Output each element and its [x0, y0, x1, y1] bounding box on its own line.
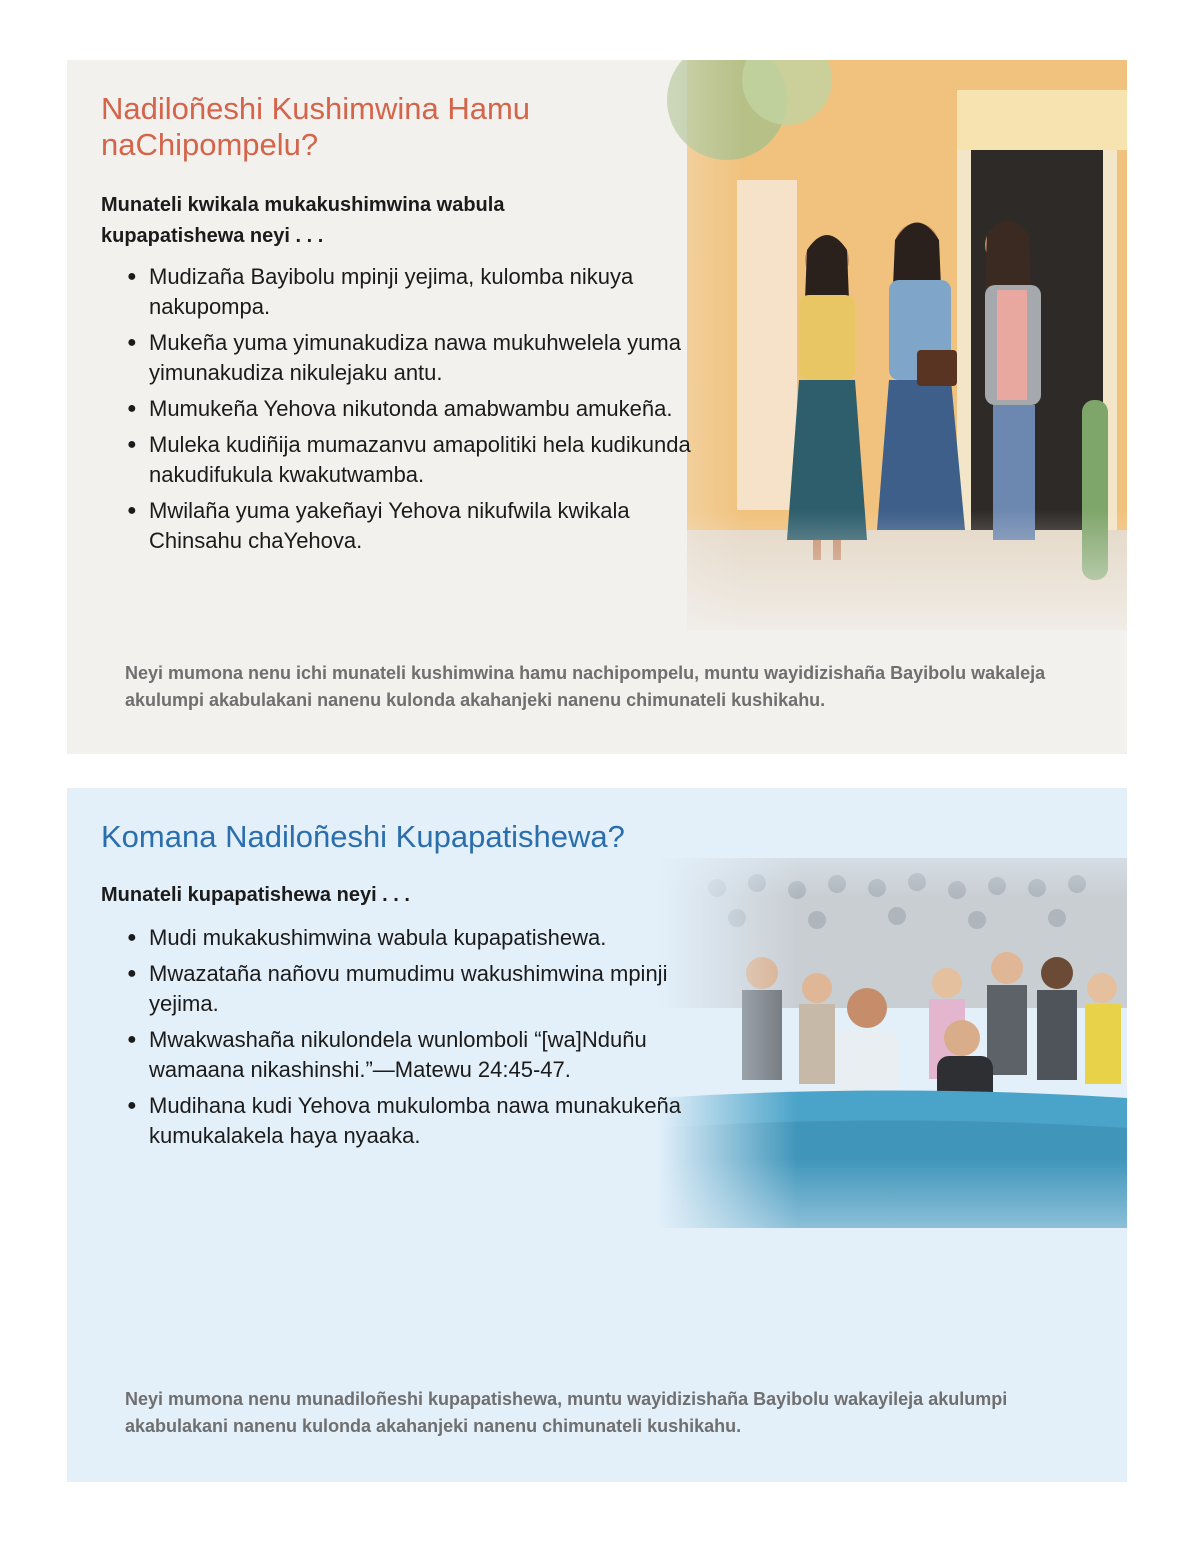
- list-item: [127, 262, 697, 322]
- list-item-text: Mwilaña yuma yakeñayi Yehova nikufwila kwikala Chinsahu chaYehova.: [149, 498, 630, 553]
- bullet-icon: ●: [127, 436, 137, 453]
- bullet-icon: ●: [127, 502, 137, 519]
- list-item-text: Mwakwashaña nikulondela wunlomboli “[wa]Nduñu wamaana nikashinshi.”—Matewu 24:45-47.: [149, 1027, 647, 1082]
- bullet-icon: ●: [127, 268, 137, 285]
- list-item: [127, 959, 707, 1019]
- list-item: [127, 328, 697, 388]
- bullet-icon: ●: [127, 929, 137, 946]
- list-item: [127, 430, 697, 490]
- list-item: [127, 923, 707, 953]
- bullet-icon: ●: [127, 1031, 137, 1048]
- list-item: [127, 1091, 707, 1151]
- list-item: [127, 496, 697, 556]
- requirements-list: [127, 923, 707, 1157]
- baptism-card: [67, 788, 1127, 1482]
- list-item-text: Mudihana kudi Yehova mukulomba nawa munakukeña kumukalakela haya nyaaka.: [149, 1093, 682, 1148]
- bullet-icon: ●: [127, 1097, 137, 1114]
- list-item: [127, 1025, 707, 1085]
- list-item-text: Muleka kudiñija mumazanvu amapolitiki hela kudikunda nakudifukula kwakutwamba.: [149, 432, 691, 487]
- bullet-icon: ●: [127, 965, 137, 982]
- list-item: [127, 394, 697, 424]
- list-item-text: Mwazataña nañovu mumudimu wakushimwina mpinji yejima.: [149, 961, 668, 1016]
- requirements-list: [127, 262, 697, 562]
- footnote: Neyi mumona nenu munadiloñeshi kupapatishewa, muntu wayidizishaña Bayibolu wakayileja akulumpi akabulakani nanenu kulonda akahanjeki nanenu chimunateli kushikahu.: [125, 1389, 1008, 1436]
- lead-text: Munateli kupapatishewa neyi . . .: [101, 884, 410, 906]
- footnote: Neyi mumona nenu ichi munateli kushimwina hamu nachipompelu, muntu wayidizishaña Bayibolu wakaleja akulumpi akabulakani nanenu kulonda akahanjeki nanenu chimunateli kushikahu.: [125, 663, 1046, 710]
- eligibility-card: [67, 60, 1127, 754]
- baptism-illustration: [657, 808, 1127, 1308]
- list-item-text: Mudizaña Bayibolu mpinji yejima, kulomba nikuya nakupompa.: [149, 264, 634, 319]
- list-item-text: Mumukeña Yehova nikutonda amabwambu amukeña.: [149, 396, 673, 421]
- section-title: Nadiloñeshi Kushimwina Hamu naChipompelu?: [101, 91, 531, 162]
- list-item-text: Mudi mukakushimwina wabula kupapatishewa.: [149, 925, 607, 950]
- lead-text: Munateli kwikala mukakushimwina wabula kupapatishewa neyi . . .: [101, 194, 505, 247]
- list-item-text: Mukeña yuma yimunakudiza nawa mukuhwelela yuma yimunakudiza nikulejaku antu.: [149, 330, 681, 385]
- bullet-icon: ●: [127, 334, 137, 351]
- section-title: Komana Nadiloñeshi Kupapatishewa?: [101, 819, 625, 854]
- bullet-icon: ●: [127, 400, 137, 417]
